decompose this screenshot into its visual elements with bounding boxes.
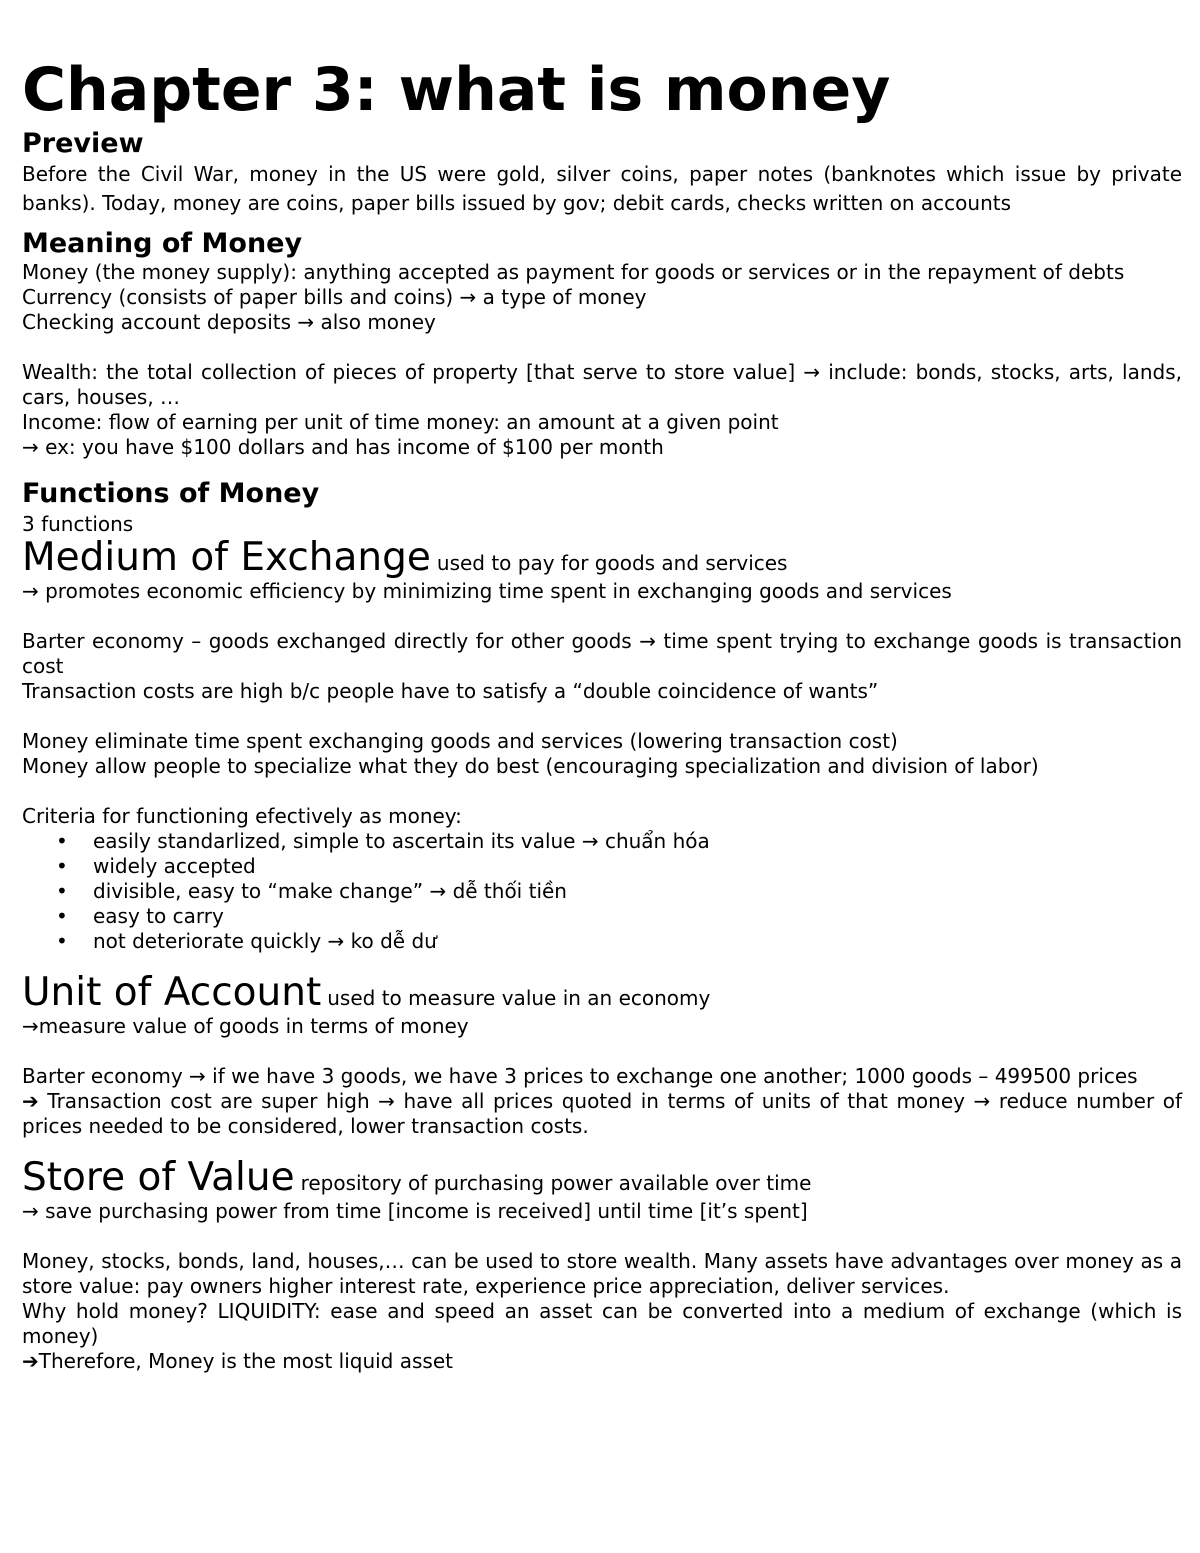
medium-of-exchange-heading — [22, 537, 1182, 579]
preview-heading: Preview — [22, 128, 144, 159]
store-line: → save purchasing power from time [income is received] until time [it’s spent] — [22, 1199, 808, 1223]
transaction-cost-line: Transaction costs are high b/c people have to satisfy a “double coincidence of wants” — [22, 679, 879, 703]
unit-barter-line: Barter economy → if we have 3 goods, we have 3 prices to exchange one another; 1000 goods – 499500 prices — [22, 1064, 1138, 1088]
preview-paragraph: Before the Civil War, money in the US were gold, silver coins, paper notes (banknotes which issue by private banks). Today, money are coins, paper bills issued by gov; debit cards, checks written on accounts — [22, 162, 1182, 215]
checking-line: Checking account deposits → also money — [22, 310, 436, 334]
income-example-line: → ex: you have $100 dollars and has income of $100 per month — [22, 435, 664, 459]
store-paragraph-1: Money, stocks, bonds, land, houses,… can be used to store wealth. Many assets have advantages over money as a store value: pay owners higher interest rate, experience price appreciation, deliver services. — [22, 1249, 1182, 1298]
medium-line: → promotes economic efficiency by minimizing time spent in exchanging goods and services — [22, 579, 952, 603]
chapter-title: Chapter 3: what is money — [22, 55, 891, 125]
money-definition: Money (the money supply): anything accepted as payment for goods or services or in the repayment of debts — [22, 260, 1125, 284]
criteria-list — [22, 829, 1182, 954]
document-page — [22, 52, 1182, 1374]
functions-heading: Functions of Money — [22, 478, 320, 509]
unit-of-account-heading — [22, 972, 1182, 1014]
unit-desc: used to measure value in an economy — [327, 986, 711, 1010]
store-title: Store of Value — [22, 1155, 295, 1200]
income-line: Income: flow of earning per unit of time money: an amount at a given point — [22, 410, 779, 434]
list-item: • easily standarlized, simple to ascertain its value → chuẩn hóa — [22, 829, 1182, 854]
medium-desc: used to pay for goods and services — [436, 551, 788, 575]
currency-line: Currency (consists of paper bills and coins) → a type of money — [22, 285, 647, 309]
store-conclusion: ➔Therefore, Money is the most liquid asset — [22, 1349, 453, 1373]
list-item: • not deteriorate quickly → ko dễ dư — [22, 929, 1182, 954]
list-item: • widely accepted — [22, 854, 1182, 879]
criteria-heading: Criteria for functioning efectively as money: — [22, 804, 462, 828]
store-desc: repository of purchasing power available over time — [300, 1171, 812, 1195]
unit-line: →measure value of goods in terms of money — [22, 1014, 469, 1038]
medium-title: Medium of Exchange — [22, 535, 431, 580]
store-of-value-heading — [22, 1157, 1182, 1199]
meaning-heading: Meaning of Money — [22, 228, 303, 259]
money-specialize-line: Money allow people to specialize what they do best (encouraging specialization and division of labor) — [22, 754, 1039, 778]
money-eliminate-line: Money eliminate time spent exchanging goods and services (lowering transaction cost) — [22, 729, 898, 753]
unit-title: Unit of Account — [22, 970, 322, 1015]
unit-conclusion: ➔ Transaction cost are super high → have all prices quoted in terms of units of that money → reduce number of prices needed to be considered, lower transaction costs. — [22, 1089, 1182, 1138]
barter-line: Barter economy – goods exchanged directly for other goods → time spent trying to exchange goods is transaction cost — [22, 629, 1182, 678]
list-item: • easy to carry — [22, 904, 1182, 929]
wealth-line: Wealth: the total collection of pieces of property [that serve to store value] → include: bonds, stocks, arts, lands, cars, houses, … — [22, 360, 1182, 409]
list-item: • divisible, easy to “make change” → dễ thối tiền — [22, 879, 1182, 904]
store-paragraph-2: Why hold money? LIQUIDITY: ease and speed an asset can be converted into a medium of exchange (which is money) — [22, 1299, 1182, 1348]
functions-count: 3 functions — [22, 512, 134, 536]
